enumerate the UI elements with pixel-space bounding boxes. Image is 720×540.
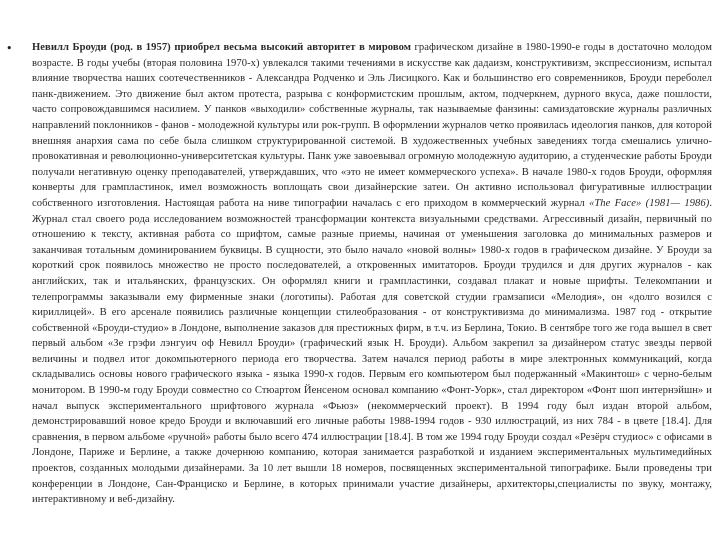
paragraph-lead-bold: Невилл Броуди (род. в 1957) приобрел весьма высокий авторитет в мировом [32, 42, 411, 53]
bullet-marker: • [6, 42, 13, 55]
body-paragraph [32, 40, 712, 508]
magazine-title-italic: «The Face» (1981— 1986) [588, 197, 710, 209]
paragraph-text-part1: графическом дизайне в 1980-1990-е годы в достаточно молодом возрасте. В годы учебы (вторая половина 1970-х) увлекался такими течениями в искусстве как дадаизм, конструктивизм, экспрессионизм, испытал влияние творчества наших соотечественников - Александра Родченко и Эль Лисицкого. Как и большинство его современников, Броуди переболел панк-движением. Это движение был актом протеста, разрыва с конформистским прошлым, актом, подчеркнем, дурного вкуса, даже пошлости, часто сопровождавшимся насилием. У панков «выходили» собственные журналы, так называемые фанзины: самиздатовские журналы различных направлений поклонников - фанов - молодежной культуры или рок-групп. В оформлении журналов четко проявилась идеология панков, для которой внешняя анархия сама по себе была слишком структурированной системой. В художественных учебных заведениях тогда смешались улично-провокативная и революционно-университетская культуры. Панк уже завоевывал огромную молодежную аудиторию, а студенческие работы Броуди получали негативную оценку преподавателей, утверждавших, что «это не имеет коммерческого успеха». В начале 1980-х годов Броуди, оформляя конверты для грампластинок, имел возможность воплощать свои дизайнерские затеи. Он активно использовал фигуративные иллюстрации собственного изготовления. Настоящая работа на ниве типографии началась с его приходом в коммерческий журнал [32, 42, 712, 209]
paragraph-text-part2: . Журнал стал своего рода исследованием возможностей трансформации контекста визуальными средствами. Агрессивный дизайн, первичный по отношению к тексту, активная работа со шрифтом, самые разные приемы, начиная от уменьшения заголовка до минимальных размеров и заканчивая тотальным доминированием буквицы. В сущности, это было начало «новой волны» 1980-х годов в графическом дизайне. У Броуди за короткий срок появилось множество не просто последователей, а откровенных имитаторов. Броуди трудился и для других журналов - как английских, так и итальянских, французских. Он оформлял книги и грампластинки, создавал плакат и новые шрифты. Телекомпании и телепрограммы заказывали ему фирменные знаки (логотипы). Работая для советской студии грамзаписи «Мелодия», он «долго возился с кириллицей». В его арсенале появились различные концепции стилеобразования - от конструктивизма до минимализма. 1987 год - открытие собственной «Броуди-студио» в Лондоне, выполнение заказов для престижных фирм, в т.ч. из Берлина, Токио. В сентябре того же года вышел в свет первый альбом «Зе грэфи лэнгуич оф Невилл Броуди» (графический язык Н. Броуди). Альбом закрепил за дизайнером статус звезды первой величины и подвел итог докомпьютерного периода его творчества. Затем начался период работы в мире электронных коммуникаций, когда складывались основы нового графического языка - языка 1990-х годов. Первым его компьютером был подержанный «Макинтош» с черно-белым монитором. В 1990-м году Броуди совместно со Стюартом Йенсеном основал компанию «Фонт-Уорк», стал директором «Фонт шоп интернэйшн» и начал выпуск экспериментального шрифтового журнала «Фьюз» (некоммерческий проект). В 1994 году был издан второй альбом, демонстрировавший новое кредо Броуди и включавший его личные работы 1988-1994 годов - 930 иллюстраций, из них 784 - в цвете [18.4]. Для сравнения, в первом альбоме «ручной» работы было всего 474 иллюстрации [18.4]. В том же 1994 году Броуди создал «Резёрч студиос» с офисами в Лондоне, Париже и Берлине, а также дочернюю компанию, которая занимается разработкой и изданием экспериментальных мультимедийных проектов, созданных молодыми дизайнерами. За 10 лет вышли 18 номеров, посвященных экспериментальной типографике. Были проведены три конференции в Лондоне, Сан-Франциско и Берлине, в которых принимали участие дизайнеры, архитекторы,специалисты по звуку, монтажу, интерактивному и веб-дизайну. [32, 197, 713, 506]
